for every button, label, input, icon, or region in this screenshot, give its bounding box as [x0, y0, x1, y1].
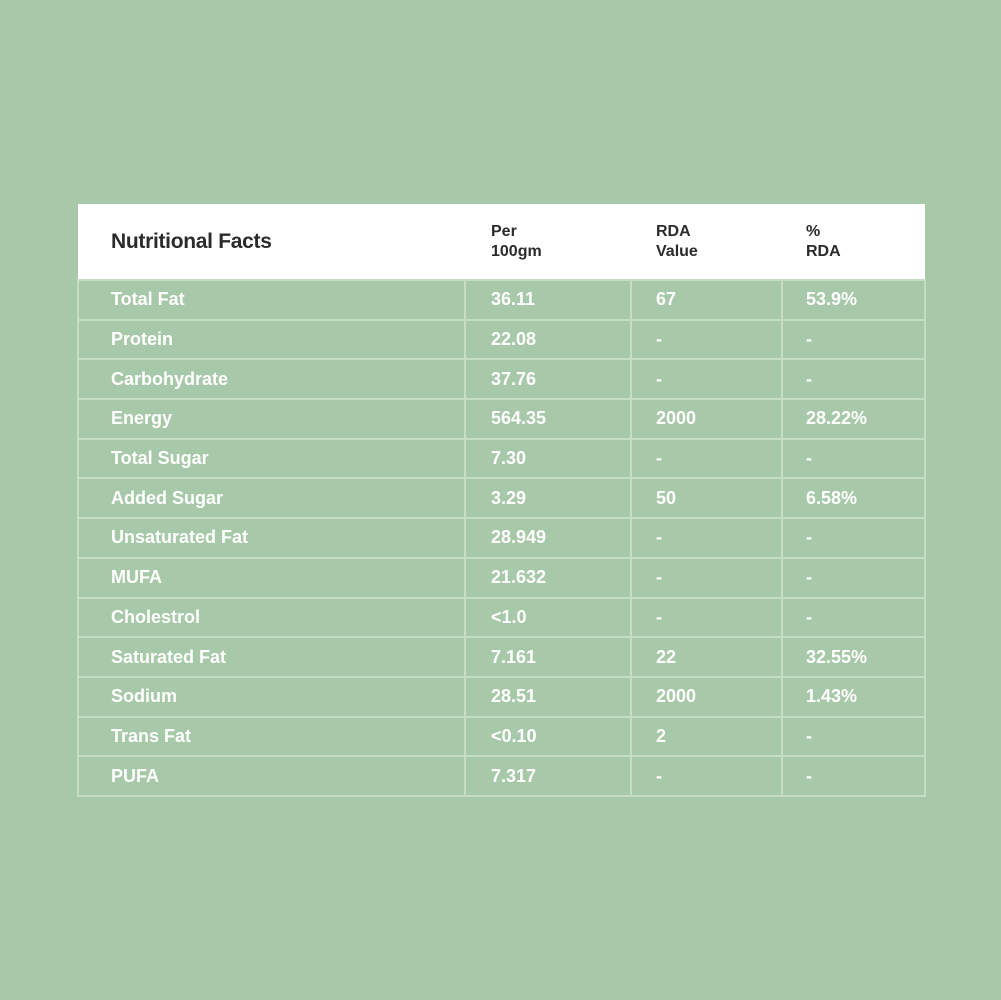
- per-100gm-value: 36.11: [465, 280, 631, 320]
- percent-rda-value: -: [782, 439, 925, 479]
- per-100gm-value: 28.51: [465, 677, 631, 717]
- percent-rda-value: -: [782, 359, 925, 399]
- column-header-rda-value-line1: RDA: [656, 222, 691, 240]
- per-100gm-value: 7.161: [465, 637, 631, 677]
- nutrient-name: Energy: [78, 399, 465, 439]
- table-row-mufa: [78, 558, 925, 598]
- percent-rda-value: 53.9%: [782, 280, 925, 320]
- column-header-rda-value: [631, 204, 782, 280]
- table-row-added-sugar: [78, 478, 925, 518]
- percent-rda-value: -: [782, 598, 925, 638]
- nutrient-name: Sodium: [78, 677, 465, 717]
- rda-value: -: [631, 320, 782, 360]
- per-100gm-value: 564.35: [465, 399, 631, 439]
- nutrient-name: Carbohydrate: [78, 359, 465, 399]
- table-row-sodium: [78, 677, 925, 717]
- percent-rda-value: -: [782, 320, 925, 360]
- per-100gm-value: 21.632: [465, 558, 631, 598]
- percent-rda-value: 1.43%: [782, 677, 925, 717]
- table-row-trans-fat: [78, 717, 925, 757]
- table-row-protein: [78, 320, 925, 360]
- percent-rda-value: 6.58%: [782, 478, 925, 518]
- rda-value: 22: [631, 637, 782, 677]
- column-header-per-100gm-line1: Per: [491, 222, 517, 240]
- rda-value: 2000: [631, 677, 782, 717]
- percent-rda-value: 28.22%: [782, 399, 925, 439]
- rda-value: -: [631, 598, 782, 638]
- percent-rda-value: -: [782, 518, 925, 558]
- table-row-total-sugar: [78, 439, 925, 479]
- table-row-cholestrol: [78, 598, 925, 638]
- rda-value: 67: [631, 280, 782, 320]
- per-100gm-value: <1.0: [465, 598, 631, 638]
- percent-rda-value: -: [782, 558, 925, 598]
- column-header-percent-rda-line1: %: [806, 222, 821, 240]
- rda-value: 2000: [631, 399, 782, 439]
- rda-value: -: [631, 439, 782, 479]
- nutrient-name: Total Sugar: [78, 439, 465, 479]
- nutrient-name: Saturated Fat: [78, 637, 465, 677]
- column-header-percent-rda: [782, 204, 925, 280]
- percent-rda-value: -: [782, 717, 925, 757]
- per-100gm-value: 3.29: [465, 478, 631, 518]
- percent-rda-value: 32.55%: [782, 637, 925, 677]
- nutrient-name: Trans Fat: [78, 717, 465, 757]
- percent-rda-value: -: [782, 756, 925, 796]
- rda-value: -: [631, 359, 782, 399]
- table-row-total-fat: [78, 280, 925, 320]
- per-100gm-value: 22.08: [465, 320, 631, 360]
- nutrient-name: Cholestrol: [78, 598, 465, 638]
- nutrition-facts-table: [77, 204, 926, 797]
- per-100gm-value: <0.10: [465, 717, 631, 757]
- rda-value: 50: [631, 478, 782, 518]
- rda-value: -: [631, 756, 782, 796]
- table-header-row: [78, 204, 925, 280]
- table-row-saturated-fat: [78, 637, 925, 677]
- table-row-unsaturated-fat: [78, 518, 925, 558]
- table-row-energy: [78, 399, 925, 439]
- nutrient-name: Total Fat: [78, 280, 465, 320]
- nutrient-name: Unsaturated Fat: [78, 518, 465, 558]
- column-header-rda-value-line2: Value: [656, 242, 698, 260]
- per-100gm-value: 28.949: [465, 518, 631, 558]
- per-100gm-value: 7.30: [465, 439, 631, 479]
- column-header-percent-rda-line2: RDA: [806, 242, 841, 260]
- table-row-pufa: [78, 756, 925, 796]
- rda-value: 2: [631, 717, 782, 757]
- nutrient-name: Added Sugar: [78, 478, 465, 518]
- nutrient-name: MUFA: [78, 558, 465, 598]
- nutrient-name: Protein: [78, 320, 465, 360]
- per-100gm-value: 7.317: [465, 756, 631, 796]
- column-header-per-100gm: [465, 204, 631, 280]
- per-100gm-value: 37.76: [465, 359, 631, 399]
- column-header-per-100gm-line2: 100gm: [491, 242, 542, 260]
- rda-value: -: [631, 558, 782, 598]
- table-title: Nutritional Facts: [111, 229, 272, 253]
- table-row-carbohydrate: [78, 359, 925, 399]
- nutrient-name: PUFA: [78, 756, 465, 796]
- rda-value: -: [631, 518, 782, 558]
